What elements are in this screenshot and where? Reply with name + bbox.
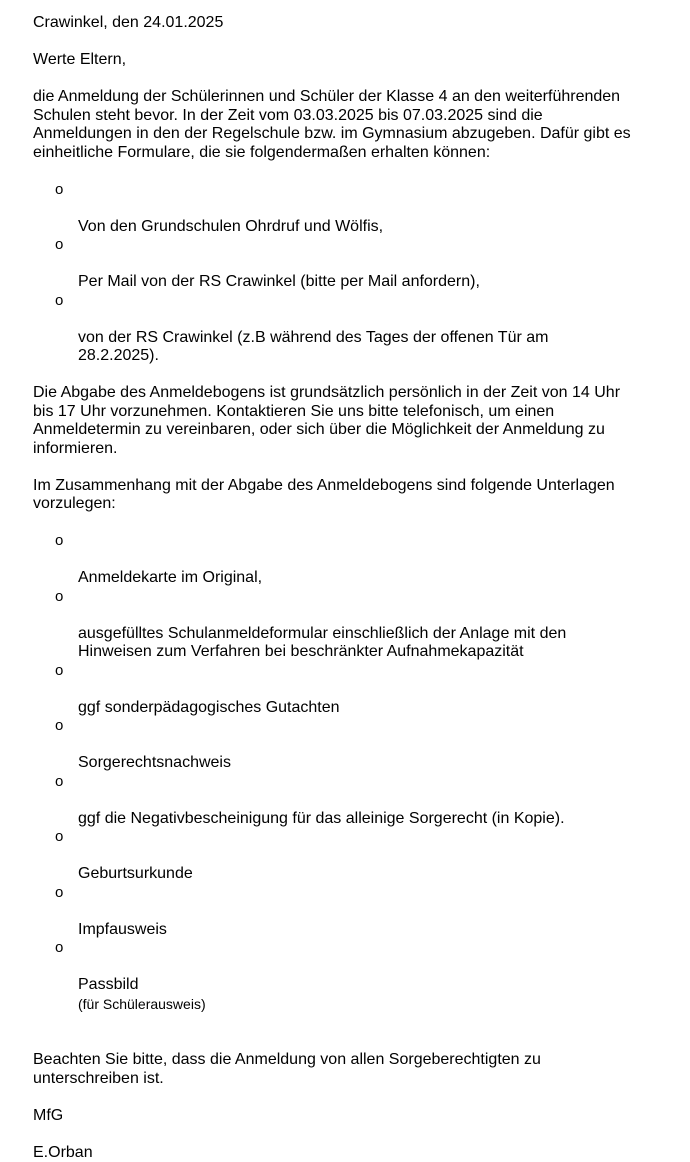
list-item-note: (für Schülerausweis): [78, 996, 206, 1012]
bullet-icon: o: [55, 588, 63, 607]
bullet-icon: o: [55, 939, 63, 958]
list-item-text: ggf die Negativbescheinigung für das alleinige Sorgerecht (in Kopie).: [78, 810, 565, 827]
list-item-text: Von den Grundschulen Ohrdruf und Wölfis,: [78, 218, 383, 235]
letter-document: [33, 14, 673, 1162]
list-item-text: Impfausweis: [78, 921, 167, 938]
list-item: [33, 532, 673, 588]
bullet-icon: o: [55, 181, 63, 200]
salutation: Werte Eltern,: [33, 51, 673, 70]
required-documents-list: [33, 532, 673, 1014]
list-item: [33, 588, 673, 662]
spacer: [33, 458, 673, 477]
spacer: [33, 1088, 673, 1107]
list-item-text: Passbild: [78, 976, 138, 993]
list-item: [33, 939, 673, 1014]
list-item-text: ggf sonderpädagogisches Gutachten: [78, 699, 340, 716]
bullet-icon: o: [55, 236, 63, 255]
bullet-icon: o: [55, 662, 63, 681]
list-item-text: Geburtsurkunde: [78, 865, 193, 882]
spacer: [33, 514, 673, 533]
submission-paragraph: Die Abgabe des Anmeldebogens ist grundsätzlich persönlich in der Zeit von 14 Uhr bis 17 Uhr vorzunehmen. Kontaktieren Sie uns bitte telefonisch, um einen Anmeldetermin zu vereinbaren, oder sich über die Möglichkeit der Anmeldung zu informieren.: [33, 384, 673, 458]
spacer: [33, 1033, 673, 1052]
bullet-icon: o: [55, 532, 63, 551]
list-item: [33, 236, 673, 292]
documents-intro-paragraph: Im Zusammenhang mit der Abgabe des Anmeldebogens sind folgende Unterlagen vorzulegen:: [33, 477, 673, 514]
list-item: [33, 884, 673, 940]
bullet-icon: o: [55, 717, 63, 736]
list-item-text: Sorgerechtsnachweis: [78, 754, 231, 771]
signature-name: E.Orban: [33, 1144, 673, 1162]
closing: MfG: [33, 1107, 673, 1126]
list-item: [33, 292, 673, 366]
spacer: [33, 366, 673, 385]
spacer: [33, 162, 673, 181]
list-item-text: ausgefülltes Schulanmeldeformular einschließlich der Anlage mit den Hinweisen zum Verfahren bei beschränkter Aufnahmekapazität: [78, 625, 566, 661]
list-item: [33, 662, 673, 718]
list-item: [33, 717, 673, 773]
bullet-icon: o: [55, 884, 63, 903]
list-item-text: Per Mail von der RS Crawinkel (bitte per Mail anfordern),: [78, 273, 480, 290]
list-item: [33, 828, 673, 884]
bullet-icon: o: [55, 292, 63, 311]
list-item-text: von der RS Crawinkel (z.B während des Tages der offenen Tür am 28.2.2025).: [78, 329, 548, 365]
place-date: Crawinkel, den 24.01.2025: [33, 14, 673, 33]
bullet-icon: o: [55, 828, 63, 847]
bullet-icon: o: [55, 773, 63, 792]
spacer: [33, 33, 673, 52]
spacer: [33, 1014, 673, 1033]
form-sources-list: [33, 181, 673, 366]
signature-notice-paragraph: Beachten Sie bitte, dass die Anmeldung von allen Sorgeberechtigten zu unterschreiben ist.: [33, 1051, 673, 1088]
spacer: [33, 70, 673, 89]
list-item-text: Anmeldekarte im Original,: [78, 569, 262, 586]
intro-paragraph: die Anmeldung der Schülerinnen und Schüler der Klasse 4 an den weiterführenden Schulen steht bevor. In der Zeit vom 03.03.2025 bis 07.03.2025 sind die Anmeldungen in den der Regelschule bzw. im Gymnasium abzugeben. Dafür gibt es einheitliche Formulare, die sie folgendermaßen erhalten können:: [33, 88, 673, 162]
spacer: [33, 1125, 673, 1144]
list-item: [33, 181, 673, 237]
list-item: [33, 773, 673, 829]
